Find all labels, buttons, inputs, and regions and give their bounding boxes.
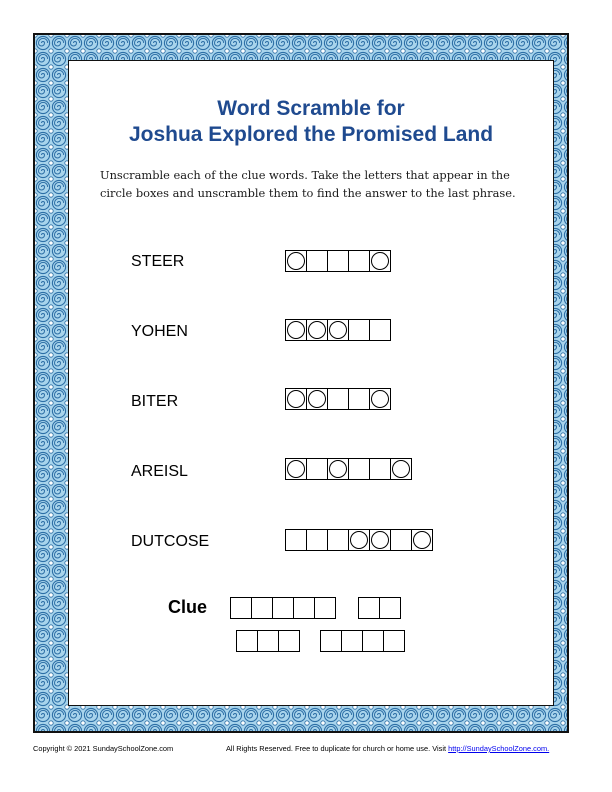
- instructions: Unscramble each of the clue words. Take the letters that appear in the circle boxes and unscramble them to find the answer to the last phrase.: [100, 168, 516, 200]
- scrambled-word-5: DUTCOSE: [131, 533, 210, 550]
- clue-letter-box[interactable]: [257, 630, 279, 652]
- title-line-2: Joshua Explored the Promised Land: [128, 123, 494, 146]
- clue-letter-box[interactable]: [358, 597, 380, 619]
- letter-box[interactable]: [327, 388, 349, 410]
- letter-box[interactable]: [348, 388, 370, 410]
- footer-rights-text: All Rights Reserved. Free to duplicate for church or home use. Visit: [226, 744, 447, 753]
- letter-box[interactable]: [327, 529, 349, 551]
- clue-letter-box[interactable]: [314, 597, 336, 619]
- clue-line1-group2: [358, 597, 400, 619]
- clue-letter-box[interactable]: [383, 630, 405, 652]
- clue-letter-box[interactable]: [272, 597, 294, 619]
- clue-line2-group1: [236, 630, 299, 652]
- circled-letter-box[interactable]: [369, 529, 391, 551]
- circled-letter-box[interactable]: [369, 388, 391, 410]
- letter-box[interactable]: [327, 250, 349, 272]
- circled-letter-box[interactable]: [327, 458, 349, 480]
- circled-letter-box[interactable]: [285, 458, 307, 480]
- clue-letter-box[interactable]: [230, 597, 252, 619]
- clue-letter-box[interactable]: [379, 597, 401, 619]
- page-title: [68, 96, 554, 148]
- clue-line1-group1: [230, 597, 335, 619]
- scrambled-word-1: STEER: [131, 253, 185, 270]
- letter-box[interactable]: [306, 529, 328, 551]
- clue-letter-box[interactable]: [236, 630, 258, 652]
- circled-letter-box[interactable]: [390, 458, 412, 480]
- clue-letter-box[interactable]: [278, 630, 300, 652]
- clue-line2-group2: [320, 630, 404, 652]
- clue-letter-box[interactable]: [293, 597, 315, 619]
- circled-letter-box[interactable]: [285, 250, 307, 272]
- scrambled-word-2: YOHEN: [131, 323, 188, 340]
- circled-letter-box[interactable]: [369, 250, 391, 272]
- circled-letter-box[interactable]: [306, 319, 328, 341]
- footer-rights: [226, 744, 549, 753]
- answer-boxes-3: [285, 388, 390, 410]
- clue-label: Clue: [168, 597, 208, 617]
- letter-box[interactable]: [369, 458, 391, 480]
- scrambled-word-3: BITER: [131, 393, 179, 410]
- letter-box[interactable]: [306, 250, 328, 272]
- title-line-1: Word Scramble for: [217, 97, 405, 120]
- circled-letter-box[interactable]: [285, 319, 307, 341]
- letter-box[interactable]: [348, 250, 370, 272]
- circled-letter-box[interactable]: [285, 388, 307, 410]
- clue-letter-box[interactable]: [320, 630, 342, 652]
- circled-letter-box[interactable]: [306, 388, 328, 410]
- letter-box[interactable]: [348, 319, 370, 341]
- letter-box[interactable]: [369, 319, 391, 341]
- circled-letter-box[interactable]: [411, 529, 433, 551]
- answer-boxes-1: [285, 250, 390, 272]
- clue-letter-box[interactable]: [362, 630, 384, 652]
- letter-box[interactable]: [348, 458, 370, 480]
- letter-box[interactable]: [390, 529, 412, 551]
- scrambled-word-4: AREISL: [131, 463, 188, 480]
- footer-copyright: Copyright © 2021 SundaySchoolZone.com: [33, 744, 174, 753]
- clue-letter-box[interactable]: [341, 630, 363, 652]
- footer-link[interactable]: http://SundaySchoolZone.com.: [448, 744, 550, 753]
- answer-boxes-4: [285, 458, 411, 480]
- clue-letter-box[interactable]: [251, 597, 273, 619]
- answer-boxes-2: [285, 319, 390, 341]
- answer-boxes-5: [285, 529, 432, 551]
- circled-letter-box[interactable]: [327, 319, 349, 341]
- letter-box[interactable]: [306, 458, 328, 480]
- letter-box[interactable]: [285, 529, 307, 551]
- circled-letter-box[interactable]: [348, 529, 370, 551]
